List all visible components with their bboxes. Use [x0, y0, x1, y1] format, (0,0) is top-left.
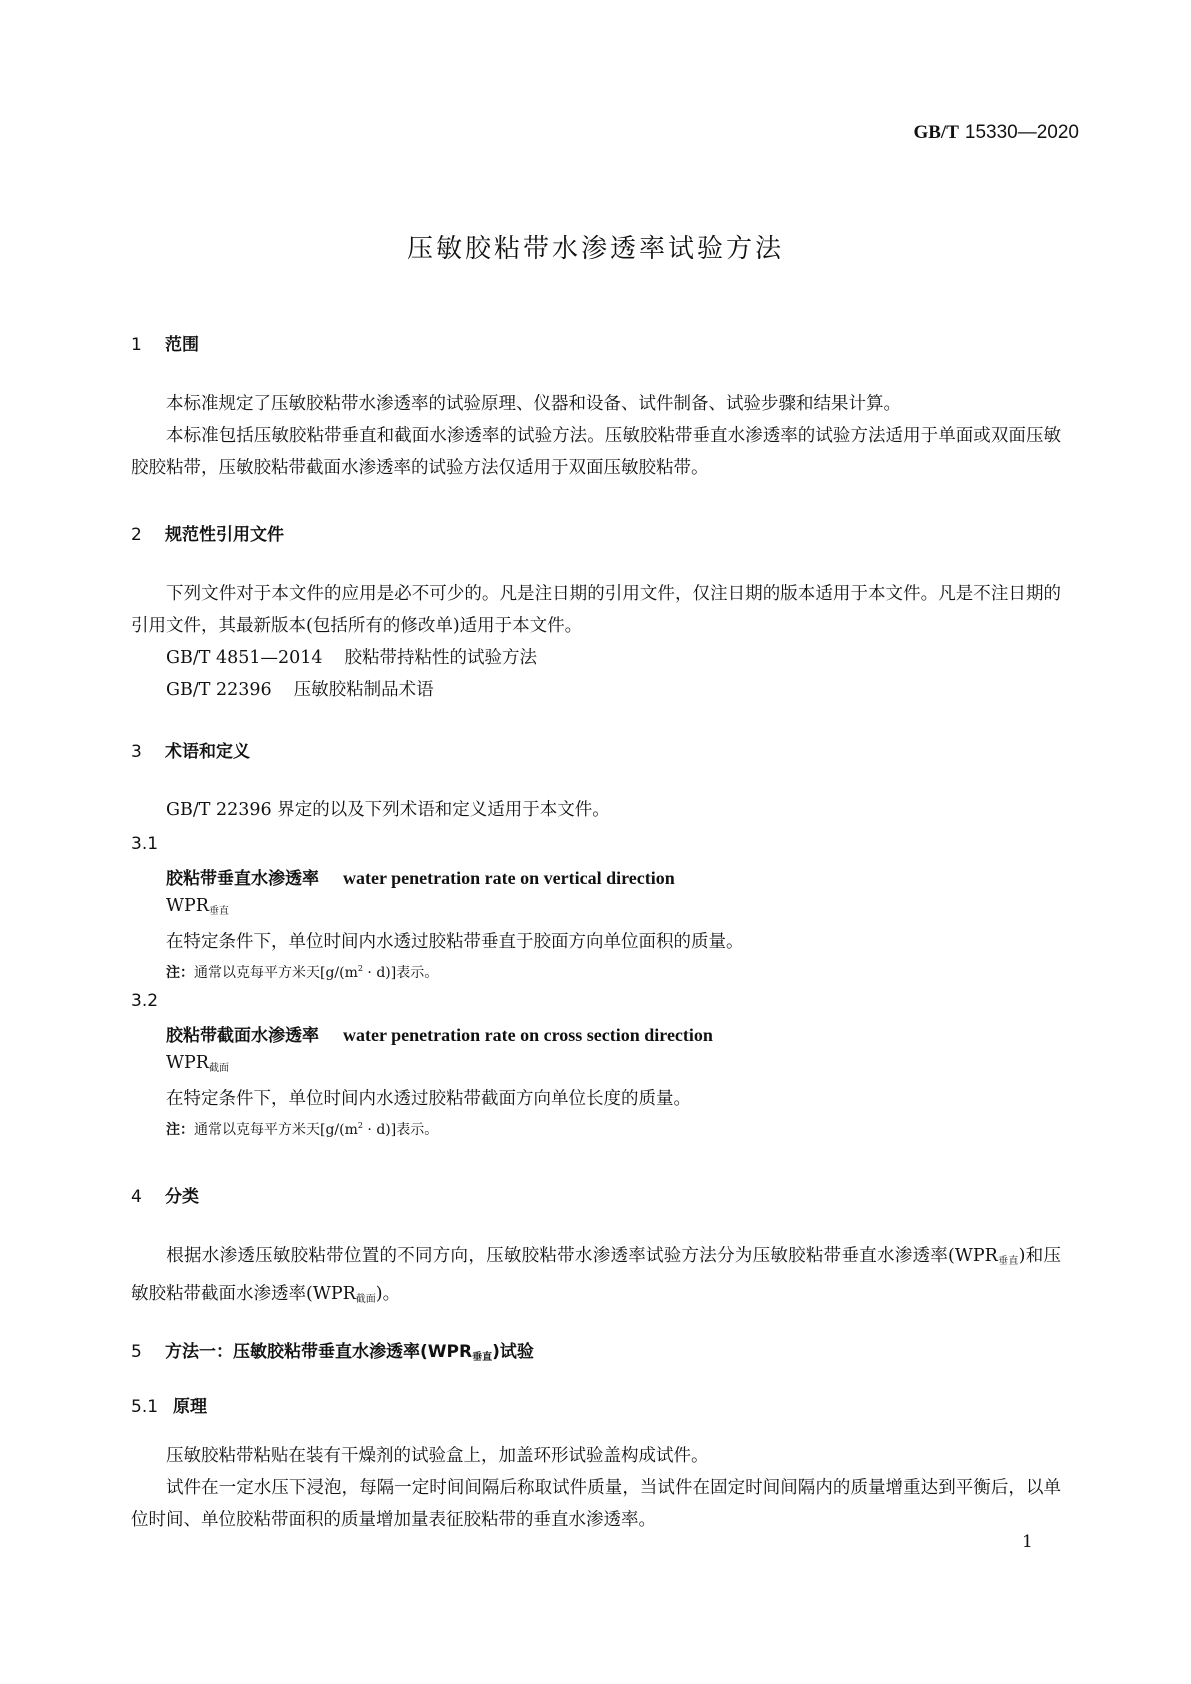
page-number: 1 — [1022, 1532, 1033, 1552]
standard-code: 15330—2020 — [964, 122, 1079, 143]
note-label: 注： — [166, 1122, 194, 1138]
section-5-heading — [131, 1337, 534, 1363]
section-4-paragraph-1 — [131, 1240, 1061, 1316]
paragraph-text: 压敏胶粘带粘贴在装有干燥剂的试验盒上，加盖环形试验盖构成试件。 — [166, 1446, 709, 1466]
section-3-paragraph-1: GB/T 22396 界定的以及下列术语和定义适用于本文件。 — [166, 800, 610, 820]
section-1-paragraph-2 — [131, 420, 1061, 484]
paragraph-text: )。 — [375, 1284, 401, 1304]
symbol-subscript: 截面 — [208, 1063, 229, 1074]
paragraph-text: 试件在一定水压下浸泡，每隔一定时间间隔后称取试件质量，当试件在固定时间间隔内的质量增重达到平衡后，以单位时间、单位胶粘带面积的质量增加量表征胶粘带的垂直水渗透率。 — [131, 1478, 1061, 1530]
section-title: )试验 — [492, 1342, 534, 1362]
section-title: 分类 — [165, 1187, 199, 1207]
reference-title: 胶粘带持粘性的试验方法 — [344, 648, 538, 668]
section-5-1-paragraph-1 — [131, 1440, 1061, 1472]
section-title: 方法一：压敏胶粘带垂直水渗透率(WPR — [165, 1342, 473, 1362]
superscript: 2 — [357, 1121, 363, 1130]
paragraph-text: )和压敏胶粘带截面水渗透率(WPR — [131, 1246, 1062, 1304]
symbol: WPR — [166, 1053, 209, 1073]
section-title: 原理 — [173, 1397, 207, 1417]
section-3-heading — [131, 737, 250, 762]
subscript: 垂直 — [472, 1352, 493, 1363]
paragraph-text: 本标准包括压敏胶粘带垂直和截面水渗透率的试验方法。压敏胶粘带垂直水渗透率的试验方法适用于单面或双面压敏胶胶粘带，压敏胶粘带截面水渗透率的试验方法仅适用于双面压敏胶粘带。 — [131, 426, 1061, 478]
term-3-1-symbol — [166, 896, 229, 917]
paragraph-text: 下列文件对于本文件的应用是必不可少的。凡是注日期的引用文件，仅注日期的版本适用于本文件。凡是不注日期的引用文件，其最新版本(包括所有的修改单)适用于本文件。 — [131, 584, 1061, 636]
subscript: 截面 — [355, 1294, 376, 1305]
note-label: 注： — [166, 965, 194, 981]
symbol-subscript: 垂直 — [208, 906, 229, 917]
term-english: water penetration rate on cross section direction — [343, 1025, 713, 1045]
normative-reference-1 — [166, 644, 537, 669]
document-title: 压敏胶粘带水渗透率试验方法 — [406, 234, 784, 264]
reference-code: GB/T 4851—2014 — [166, 648, 323, 668]
paragraph-text: 本标准规定了压敏胶粘带水渗透率的试验原理、仪器和设备、试件制备、试验步骤和结果计算。 — [166, 394, 901, 414]
subscript: 垂直 — [997, 1256, 1019, 1267]
section-number: 3 — [131, 742, 142, 762]
section-2-heading — [131, 520, 284, 545]
section-number: 5 — [131, 1342, 142, 1362]
section-title: 规范性引用文件 — [165, 525, 284, 545]
normative-reference-2 — [166, 676, 434, 701]
term-3-2-symbol — [166, 1053, 229, 1074]
term-3-2-number: 3.2 — [131, 991, 159, 1011]
term-3-1-title — [166, 864, 675, 889]
section-number: 5.1 — [131, 1397, 159, 1417]
section-2-paragraph-1 — [131, 578, 1061, 642]
term-3-2-title — [166, 1021, 713, 1046]
reference-title: 压敏胶粘制品术语 — [293, 680, 434, 700]
term-3-2-definition: 在特定条件下，单位时间内水透过胶粘带截面方向单位长度的质量。 — [166, 1089, 691, 1109]
term-english: water penetration rate on vertical direction — [343, 868, 675, 888]
note-text: 通常以克每平方米天[g/(m — [194, 965, 358, 981]
section-5-1-heading — [131, 1392, 207, 1417]
section-4-heading — [131, 1182, 199, 1207]
note-text: · d)]表示。 — [362, 1122, 439, 1138]
section-title: 术语和定义 — [165, 742, 250, 762]
term-chinese: 胶粘带垂直水渗透率 — [166, 869, 319, 889]
section-number: 1 — [131, 335, 142, 355]
section-number: 4 — [131, 1187, 142, 1207]
note-text: · d)]表示。 — [362, 965, 439, 981]
section-1-paragraph-1 — [131, 388, 1061, 420]
section-1-heading — [131, 330, 199, 355]
term-chinese: 胶粘带截面水渗透率 — [166, 1026, 319, 1046]
term-3-1-number: 3.1 — [131, 834, 159, 854]
standard-prefix: GB/T — [913, 122, 959, 143]
term-3-2-note — [166, 1119, 438, 1139]
term-3-1-definition: 在特定条件下，单位时间内水透过胶粘带垂直于胶面方向单位面积的质量。 — [166, 932, 744, 952]
standard-number — [913, 122, 1079, 144]
term-3-1-note — [166, 962, 438, 982]
symbol: WPR — [166, 896, 209, 916]
note-text: 通常以克每平方米天[g/(m — [194, 1122, 358, 1138]
section-number: 2 — [131, 525, 142, 545]
paragraph-text: 根据水渗透压敏胶粘带位置的不同方向，压敏胶粘带水渗透率试验方法分为压敏胶粘带垂直水渗透率(WPR — [166, 1246, 998, 1266]
superscript: 2 — [357, 964, 363, 973]
section-5-1-paragraph-2 — [131, 1472, 1061, 1536]
section-title: 范围 — [165, 335, 199, 355]
reference-code: GB/T 22396 — [166, 680, 272, 700]
